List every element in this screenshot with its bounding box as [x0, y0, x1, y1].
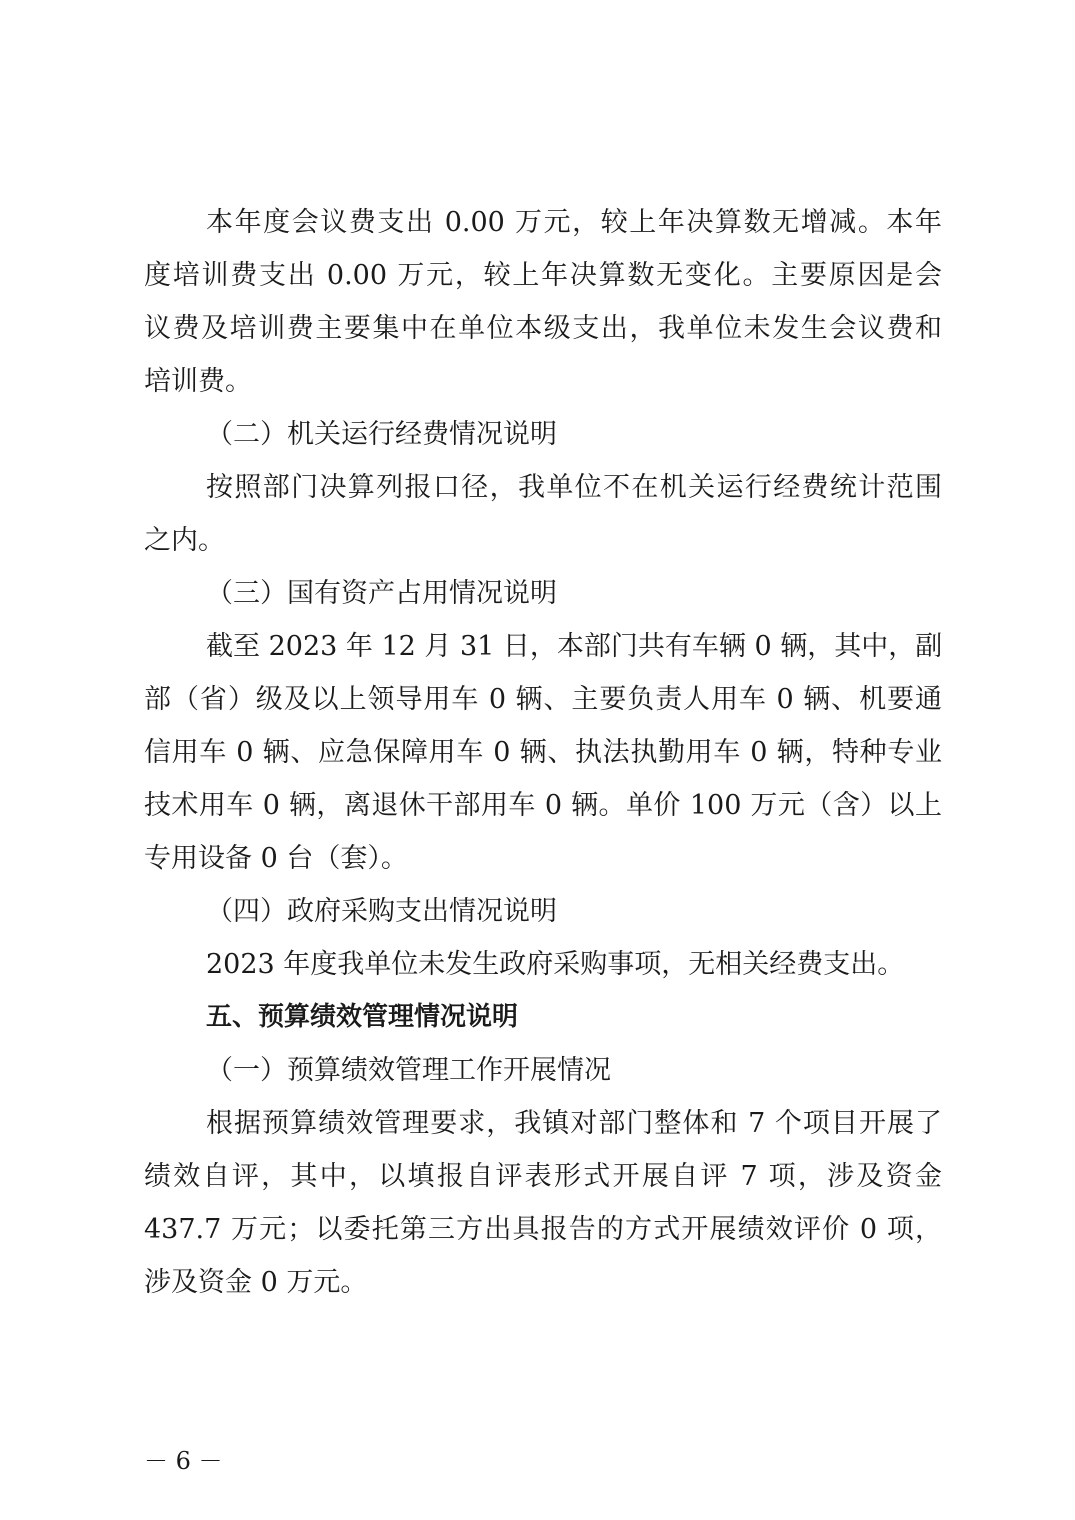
paragraph-line: 度培训费支出 0.00 万元，较上年决算数无变化。主要原因是会 — [144, 260, 942, 291]
paragraph-line: 议费及培训费主要集中在单位本级支出，我单位未发生会议费和 — [144, 313, 942, 344]
paragraph-line: 绩效自评，其中，以填报自评表形式开展自评 7 项，涉及资金 — [144, 1161, 942, 1192]
section-heading-operating-funds: （二）机关运行经费情况说明 — [206, 419, 557, 450]
chapter-heading-performance: 五、预算绩效管理情况说明 — [206, 1002, 519, 1032]
section-heading-procurement: （四）政府采购支出情况说明 — [206, 896, 557, 927]
paragraph-line: 部（省）级及以上领导用车 0 辆、主要负责人用车 0 辆、机要通 — [144, 684, 942, 715]
paragraph-line: 技术用车 0 辆，离退休干部用车 0 辆。单价 100 万元（含）以上 — [144, 790, 942, 821]
section-heading-performance-work: （一）预算绩效管理工作开展情况 — [206, 1055, 611, 1086]
document-body — [144, 196, 942, 1309]
paragraph-line: 2023 年度我单位未发生政府采购事项，无相关经费支出。 — [206, 949, 905, 980]
section-heading-state-assets: （三）国有资产占用情况说明 — [206, 578, 557, 609]
paragraph-line: 专用设备 0 台（套）。 — [144, 843, 408, 874]
paragraph-line: 培训费。 — [144, 366, 252, 397]
paragraph-line: 437.7 万元；以委托第三方出具报告的方式开展绩效评价 0 项， — [144, 1214, 942, 1245]
paragraph-line: 截至 2023 年 12 月 31 日，本部门共有车辆 0 辆，其中，副 — [206, 631, 942, 662]
paragraph-line: 根据预算绩效管理要求，我镇对部门整体和 7 个项目开展了 — [206, 1108, 942, 1139]
paragraph-line: 信用车 0 辆、应急保障用车 0 辆、执法执勤用车 0 辆，特种专业 — [144, 737, 942, 768]
paragraph-line: 涉及资金 0 万元。 — [144, 1267, 368, 1298]
paragraph-line: 按照部门决算列报口径，我单位不在机关运行经费统计范围 — [206, 472, 942, 503]
paragraph-line: 本年度会议费支出 0.00 万元，较上年决算数无增减。本年 — [206, 207, 942, 238]
paragraph-line: 之内。 — [144, 525, 225, 556]
page-number: － 6 － — [144, 1447, 223, 1475]
